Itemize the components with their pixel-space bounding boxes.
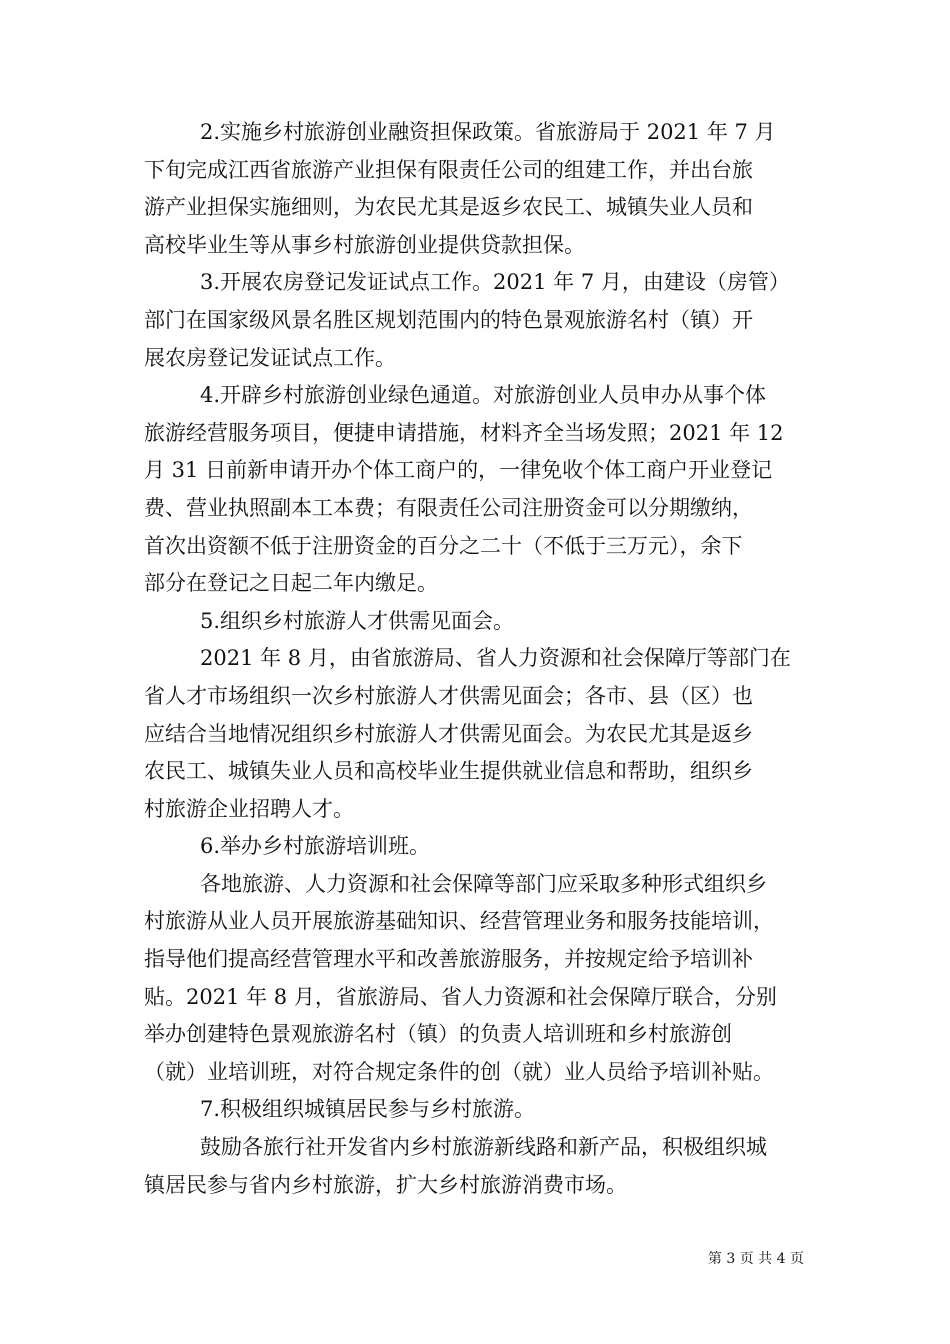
- text-line: 6.举办乡村旅游培训班。: [200, 834, 431, 859]
- text-line: 高校毕业生等从事乡村旅游创业提供贷款担保。: [144, 232, 585, 257]
- text-line: 举办创建特色景观旅游名村（镇）的负责人培训班和乡村旅游创: [144, 1022, 732, 1047]
- text-line: 2021 年 8 月，由省旅游局、省人力资源和社会保障厅等部门在: [200, 646, 791, 671]
- text-line: （就）业培训班，对符合规定条件的创（就）业人员给予培训补贴。: [144, 1059, 774, 1084]
- text-line: 省人才市场组织一次乡村旅游人才供需见面会；各市、县（区）也: [144, 683, 753, 708]
- text-line: 旅游经营服务项目，便捷申请措施，材料齐全当场发照；2021 年 12: [144, 420, 784, 445]
- text-line: 村旅游企业招聘人才。: [144, 796, 354, 821]
- text-line: 下旬完成江西省旅游产业担保有限责任公司的组建工作，并出台旅: [144, 157, 753, 182]
- text-line: 7.积极组织城镇居民参与乡村旅游。: [200, 1097, 536, 1122]
- text-line: 月 31 日前新申请开办个体工商户的，一律免收个体工商户开业登记: [144, 458, 773, 483]
- text-line: 村旅游从业人员开展旅游基础知识、经营管理业务和服务技能培训，: [144, 909, 774, 934]
- text-line: 游产业担保实施细则，为农民尤其是返乡农民工、城镇失业人员和: [144, 195, 753, 220]
- text-line: 费、营业执照副本工本费；有限责任公司注册资金可以分期缴纳，: [144, 495, 753, 520]
- page-number-footer: 第 3 页 共 4 页: [707, 1251, 804, 1267]
- text-line: 应结合当地情况组织乡村旅游人才供需见面会。为农民尤其是返乡: [144, 721, 753, 746]
- text-line: 鼓励各旅行社开发省内乡村旅游新线路和新产品，积极组织城: [200, 1135, 767, 1160]
- text-line: 5.组织乡村旅游人才供需见面会。: [200, 608, 515, 633]
- text-line: 部门在国家级风景名胜区规划范围内的特色景观旅游名村（镇）开: [144, 307, 753, 332]
- text-line: 镇居民参与省内乡村旅游，扩大乡村旅游消费市场。: [144, 1172, 627, 1197]
- text-line: 各地旅游、人力资源和社会保障等部门应采取多种形式组织乡: [200, 871, 767, 896]
- text-line: 贴。2021 年 8 月，省旅游局、省人力资源和社会保障厅联合，分别: [144, 984, 777, 1009]
- text-line: 首次出资额不低于注册资金的百分之二十（不低于三万元），余下: [144, 533, 743, 558]
- text-line: 2.实施乡村旅游创业融资担保政策。省旅游局于 2021 年 7 月: [200, 120, 776, 144]
- text-line: 农民工、城镇失业人员和高校毕业生提供就业信息和帮助，组织乡: [144, 759, 753, 784]
- text-line: 4.开辟乡村旅游创业绿色通道。对旅游创业人员申办从事个体: [200, 383, 767, 408]
- text-line: 3.开展农房登记发证试点工作。2021 年 7 月，由建设（房管）: [200, 270, 790, 295]
- document-body: [144, 114, 812, 1204]
- text-line: 展农房登记发证试点工作。: [144, 345, 396, 370]
- text-line: 指导他们提高经营管理水平和改善旅游服务，并按规定给予培训补: [144, 947, 753, 972]
- text-line: 部分在登记之日起二年内缴足。: [144, 571, 438, 596]
